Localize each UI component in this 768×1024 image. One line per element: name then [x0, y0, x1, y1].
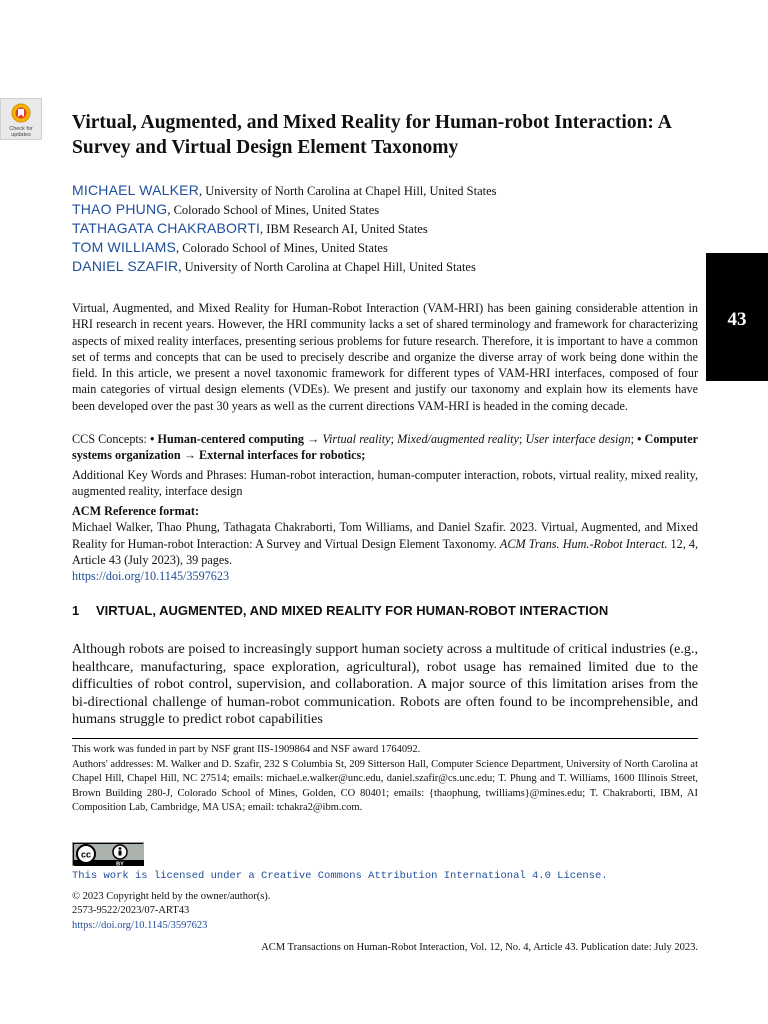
- reference-body: [72, 519, 698, 568]
- reference-doi-link[interactable]: https://doi.org/10.1145/3597623: [72, 569, 230, 584]
- ccs-term-2: Mixed/augmented reality: [397, 432, 519, 446]
- copyright-block: [72, 890, 698, 933]
- ccs-concepts: [72, 431, 698, 464]
- author-affiliation: , University of North Carolina at Chapel Hill, United States: [178, 260, 476, 274]
- cc-letters: cc: [80, 849, 92, 860]
- section-title: VIRTUAL, AUGMENTED, AND MIXED REALITY FOR HUMAN-ROBOT INTERACTION: [96, 603, 609, 618]
- body-paragraph: Although robots are poised to increasingly support human society across a multitude of critical industries (e.g., healthcare, manufacturing, space exploration, agricultural), robot usage has remained limited due to the difficulties of robot control, supervision, and collaboration. A major source of this limitation arises from the bi-directional challenge of human-robot communication. Robots are often found to be incomprehensible, and humans struggle to predict robot capabilities: [72, 641, 698, 728]
- author-affiliation: , Colorado School of Mines, United States: [176, 241, 388, 255]
- copyright-doi-link[interactable]: https://doi.org/10.1145/3597623: [72, 919, 208, 931]
- section-heading: [72, 602, 698, 619]
- section-number: 1: [72, 603, 80, 618]
- ccs-term-3: User interface design: [525, 432, 631, 446]
- author-entry: [72, 219, 712, 238]
- bookmark-icon: [11, 103, 31, 125]
- reference-heading: ACM Reference format:: [72, 504, 199, 518]
- check-for-updates-badge[interactable]: [0, 98, 42, 140]
- author-entry: [72, 200, 712, 219]
- author-name[interactable]: THAO PHUNG: [72, 201, 168, 217]
- article-number-tab: 43: [706, 253, 768, 381]
- badge-line2: updates: [11, 132, 31, 138]
- ccs-term-1: Virtual reality: [322, 432, 391, 446]
- ccs-separator: ;: [630, 432, 638, 446]
- ccs-separator: ;: [518, 432, 526, 446]
- author-name[interactable]: TATHAGATA CHAKRABORTI: [72, 220, 261, 236]
- paper-title: Virtual, Augmented, and Mixed Reality for Human-robot Interaction: A Survey and Virtual Design Element Taxonomy: [72, 112, 671, 158]
- author-entry: [72, 257, 712, 276]
- funding-note: This work was funded in part by NSF grant IIS-1909864 and NSF award 1764092.: [72, 744, 421, 755]
- ccs-concept-1: • Human-centered computing: [150, 432, 304, 446]
- footnote: [72, 743, 698, 816]
- acm-reference: [72, 503, 698, 584]
- author-list: [72, 181, 712, 276]
- copyright-line: © 2023 Copyright held by the owner/author(s).: [72, 891, 271, 902]
- author-entry: [72, 238, 712, 257]
- ccs-separator: ;: [390, 432, 398, 446]
- author-name[interactable]: TOM WILLIAMS: [72, 239, 177, 255]
- author-entry: [72, 181, 712, 200]
- journal-footer: ACM Transactions on Human-Robot Interaction, Vol. 12, No. 4, Article 43. Publication date: July 2023.: [261, 942, 698, 953]
- keywords: Additional Key Words and Phrases: Human-robot interaction, human-computer interaction, robots, virtual reality, mixed reality, augmented reality, interface design: [72, 468, 698, 499]
- badge-line1: Check for: [9, 126, 33, 132]
- ccs-concept-2: • Computer systems organization → External interfaces for robotics;: [72, 432, 699, 463]
- ccs-label: CCS Concepts:: [72, 432, 151, 446]
- author-affiliation: , University of North Carolina at Chapel Hill, United States: [199, 184, 497, 198]
- issn-line: 2573-9522/2023/07-ART43: [72, 905, 190, 917]
- footnote-divider: [72, 738, 698, 739]
- author-name[interactable]: MICHAEL WALKER: [72, 182, 200, 198]
- author-affiliation: , Colorado School of Mines, United States: [167, 203, 380, 217]
- by-label: BY: [116, 861, 124, 867]
- authors-addresses: Authors' addresses: M. Walker and D. Szafir, 232 S Columbia St, 209 Sitterson Hall, Computer Science Department, University of North Carolina at Chapel Hill, Chapel Hill, NC 27514; emails: michael.e.walker@unc.edu, daniel.szafir@cs.unc.edu; T. Phung and T. Williams, 1600 Illinois Street, Brown Building 280-J, Colorado School of Mines, Golden, CO 80401; emails: {thaophung, twilliams}@mines.edu; T. Chakraborti, IBM, AI Composition Lab, Cambridge, MA USA; email: tchakra2@ibm.com.: [72, 758, 698, 814]
- author-name[interactable]: DANIEL SZAFIR: [72, 258, 179, 274]
- ccs-arrow: →: [303, 432, 323, 446]
- reference-text: Michael Walker, Thao Phung, Tathagata Chakraborti, Tom Williams, and Daniel Szafir. 2023. Virtual, Augmented, and Mixed Reality for Human-robot Interaction: A Survey and Virtual Design Element Taxonomy.: [72, 520, 698, 551]
- license-link[interactable]: This work is licensed under a Creative Commons Attribution International 4.0 License.: [72, 870, 608, 882]
- cc-by-license-badge[interactable]: [72, 842, 144, 866]
- author-affiliation: , IBM Research AI, United States: [260, 222, 428, 236]
- reference-journal: ACM Trans. Hum.-Robot Interact.: [499, 536, 668, 551]
- reference-details: 12, 4, Article 43 (July 2023), 39 pages.: [72, 536, 699, 567]
- abstract: Virtual, Augmented, and Mixed Reality for Human-Robot Interaction (VAM-HRI) has been gaining considerable attention in HRI research in recent years. However, the HRI community lacks a set of shared terminology and framework for characterizing aspects of mixed reality interfaces, presenting serious problems for future research. Therefore, it is important to have a common set of terms and concepts that can be used to precisely describe and organize the diverse array of work being done within the field. In this article, we present a novel taxonomic framework for different types of VAM-HRI interfaces, composed of four main categories of virtual design elements (VDEs). We present and justify our taxonomy and explain how its elements have been developed over the past 30 years as well as the current directions VAM-HRI is headed in the coming decade.: [72, 301, 698, 413]
